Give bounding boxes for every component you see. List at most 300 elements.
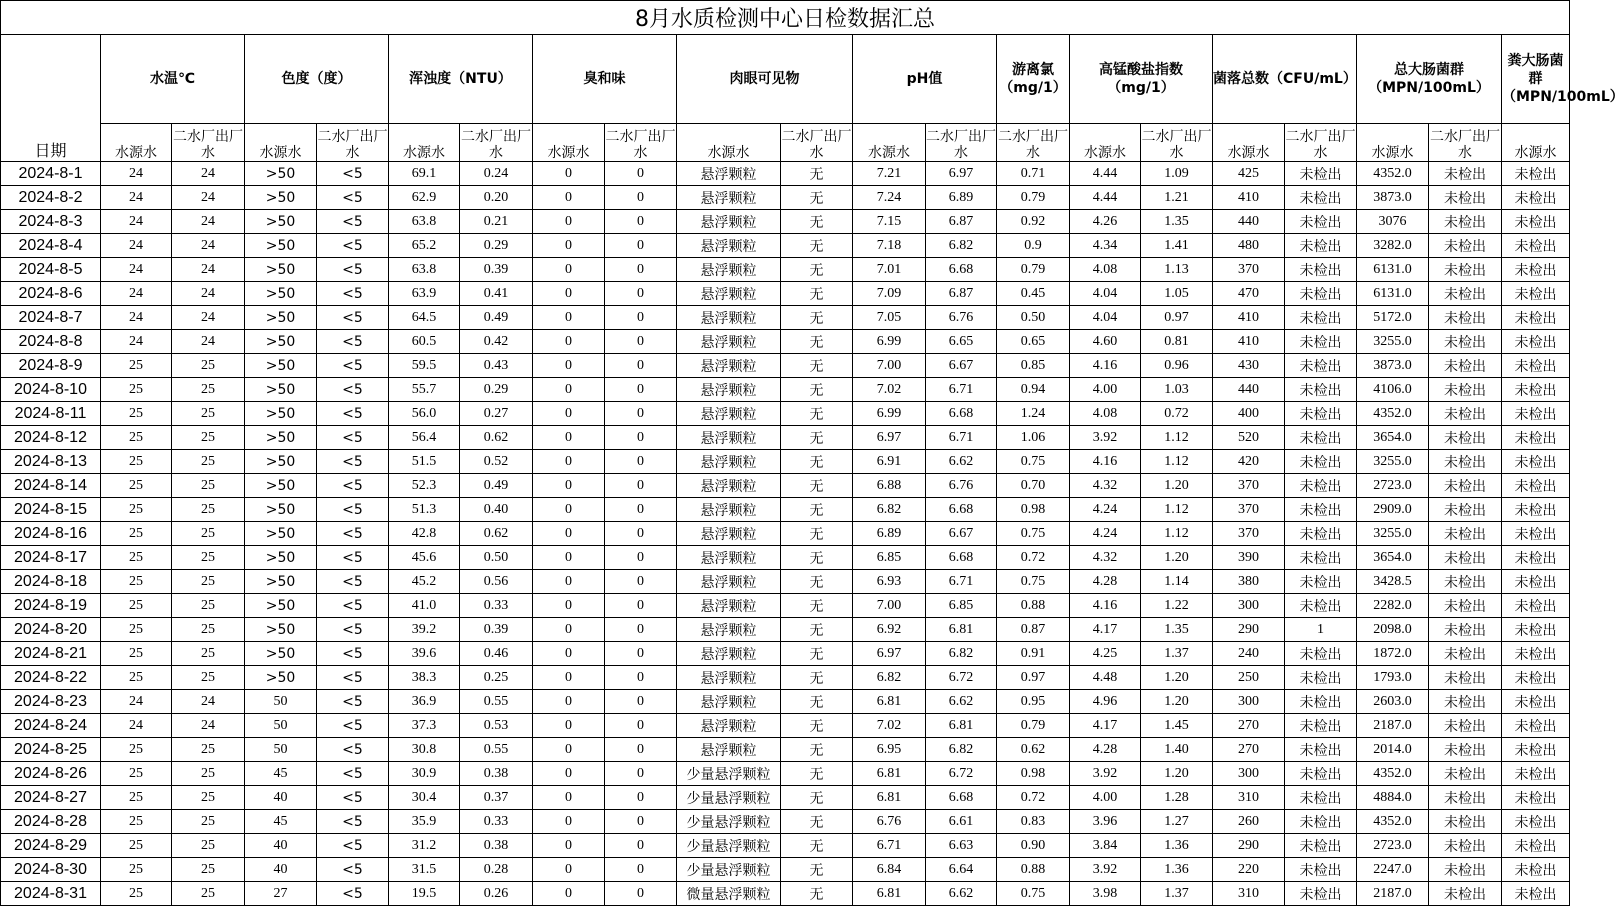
table-cell: 6.99	[853, 330, 926, 354]
table-cell: 0.41	[460, 282, 533, 306]
table-cell: 31.2	[389, 834, 460, 858]
date-cell: 2024-8-19	[1, 594, 101, 618]
table-cell: <5	[317, 858, 389, 882]
table-cell: 25	[101, 858, 172, 882]
table-cell: 1.20	[1141, 762, 1213, 786]
table-row	[1, 570, 1570, 594]
table-cell: 370	[1213, 258, 1285, 282]
table-cell: 3282.0	[1357, 234, 1429, 258]
table-cell: 6.72	[926, 666, 997, 690]
table-cell: 未检出	[1285, 834, 1357, 858]
table-cell: 无	[781, 738, 853, 762]
table-cell: 25	[172, 402, 245, 426]
table-cell: <5	[317, 186, 389, 210]
table-cell: 55.7	[389, 378, 460, 402]
table-cell: 未检出	[1502, 186, 1570, 210]
table-cell: 0	[605, 258, 677, 282]
table-cell: 无	[781, 570, 853, 594]
table-cell: >50	[245, 474, 317, 498]
colony-count-header: 菌落总数（CFU/mL）	[1213, 35, 1357, 124]
table-cell: 0.50	[997, 306, 1070, 330]
table-cell: >50	[245, 450, 317, 474]
table-cell: 3255.0	[1357, 522, 1429, 546]
page-title: 8月水质检测中心日检数据汇总	[1, 1, 1570, 35]
table-cell: 未检出	[1285, 330, 1357, 354]
table-cell: 0	[605, 642, 677, 666]
date-cell: 2024-8-18	[1, 570, 101, 594]
table-cell: 4.04	[1070, 306, 1141, 330]
table-cell: 未检出	[1502, 426, 1570, 450]
table-cell: 无	[781, 474, 853, 498]
table-cell: 0.83	[997, 810, 1070, 834]
table-cell: 390	[1213, 546, 1285, 570]
table-cell: 0	[533, 210, 605, 234]
table-cell: 未检出	[1429, 546, 1502, 570]
table-row	[1, 426, 1570, 450]
table-cell: 3.92	[1070, 762, 1141, 786]
table-cell: 0	[533, 282, 605, 306]
table-cell: 0	[605, 786, 677, 810]
table-cell: 24	[172, 186, 245, 210]
table-cell: 0.20	[460, 186, 533, 210]
table-cell: 24	[172, 714, 245, 738]
table-cell: 未检出	[1502, 570, 1570, 594]
table-row	[1, 834, 1570, 858]
table-cell: 30.4	[389, 786, 460, 810]
table-cell: <5	[317, 690, 389, 714]
table-cell: 0.95	[997, 690, 1070, 714]
table-cell: 4.32	[1070, 546, 1141, 570]
table-cell: 未检出	[1429, 162, 1502, 186]
table-cell: 无	[781, 594, 853, 618]
table-cell: 2909.0	[1357, 498, 1429, 522]
table-row	[1, 186, 1570, 210]
table-cell: 250	[1213, 666, 1285, 690]
table-cell: 0	[605, 594, 677, 618]
table-cell: 无	[781, 690, 853, 714]
table-cell: 未检出	[1502, 738, 1570, 762]
table-cell: 0.97	[997, 666, 1070, 690]
table-cell: 3.98	[1070, 882, 1141, 906]
table-cell: <5	[317, 258, 389, 282]
table-cell: 24	[172, 258, 245, 282]
table-cell: 6.61	[926, 810, 997, 834]
table-cell: 39.2	[389, 618, 460, 642]
table-cell: 6.81	[926, 618, 997, 642]
table-cell: 无	[781, 354, 853, 378]
table-cell: 未检出	[1429, 426, 1502, 450]
date-cell: 2024-8-27	[1, 786, 101, 810]
table-cell: 6.71	[926, 570, 997, 594]
table-cell: 未检出	[1429, 786, 1502, 810]
table-cell: 未检出	[1429, 258, 1502, 282]
table-cell: 6.62	[926, 450, 997, 474]
ph-header: pH值	[853, 35, 997, 124]
table-cell: 未检出	[1285, 642, 1357, 666]
table-cell: <5	[317, 618, 389, 642]
table-cell: <5	[317, 738, 389, 762]
table-cell: 25	[172, 522, 245, 546]
table-cell: 1793.0	[1357, 666, 1429, 690]
table-cell: 410	[1213, 306, 1285, 330]
table-cell: >50	[245, 594, 317, 618]
table-cell: 0	[533, 474, 605, 498]
table-cell: 少量悬浮颗粒	[677, 762, 781, 786]
table-cell: 无	[781, 858, 853, 882]
table-row	[1, 282, 1570, 306]
sub-header-source-water: 水源水	[1357, 124, 1429, 162]
table-cell: 0.79	[997, 258, 1070, 282]
table-cell: 62.9	[389, 186, 460, 210]
table-cell: 3.84	[1070, 834, 1141, 858]
table-cell: >50	[245, 306, 317, 330]
table-cell: 6.93	[853, 570, 926, 594]
table-cell: 24	[101, 162, 172, 186]
table-cell: 45.2	[389, 570, 460, 594]
table-cell: <5	[317, 402, 389, 426]
table-cell: 0.49	[460, 306, 533, 330]
date-cell: 2024-8-12	[1, 426, 101, 450]
table-cell: >50	[245, 618, 317, 642]
table-cell: 24	[172, 330, 245, 354]
table-cell: 38.3	[389, 666, 460, 690]
table-cell: 51.3	[389, 498, 460, 522]
table-cell: 370	[1213, 522, 1285, 546]
table-cell: 3255.0	[1357, 330, 1429, 354]
table-row	[1, 594, 1570, 618]
table-cell: 45	[245, 762, 317, 786]
table-cell: <5	[317, 378, 389, 402]
table-cell: 2014.0	[1357, 738, 1429, 762]
sub-header-source-water: 水源水	[1502, 124, 1570, 162]
table-cell: 未检出	[1502, 234, 1570, 258]
table-cell: 未检出	[1285, 882, 1357, 906]
table-cell: 1.22	[1141, 594, 1213, 618]
table-cell: 未检出	[1502, 402, 1570, 426]
table-row	[1, 210, 1570, 234]
table-cell: 4.00	[1070, 378, 1141, 402]
table-row	[1, 810, 1570, 834]
table-cell: <5	[317, 834, 389, 858]
table-cell: 6.95	[853, 738, 926, 762]
table-cell: 4352.0	[1357, 762, 1429, 786]
table-cell: 4.17	[1070, 618, 1141, 642]
table-cell: 3255.0	[1357, 450, 1429, 474]
table-cell: 25	[172, 426, 245, 450]
table-cell: 未检出	[1502, 642, 1570, 666]
table-cell: 0.87	[997, 618, 1070, 642]
table-cell: <5	[317, 450, 389, 474]
table-cell: 0	[605, 402, 677, 426]
table-cell: <5	[317, 546, 389, 570]
table-cell: 未检出	[1285, 210, 1357, 234]
table-cell: 380	[1213, 570, 1285, 594]
table-cell: 0	[605, 762, 677, 786]
table-cell: 0	[533, 522, 605, 546]
table-cell: 未检出	[1429, 858, 1502, 882]
table-cell: 220	[1213, 858, 1285, 882]
table-cell: 4.16	[1070, 594, 1141, 618]
table-row	[1, 498, 1570, 522]
table-cell: 0	[533, 738, 605, 762]
total-coliform-header: 总大肠菌群（MPN/100mL）	[1357, 35, 1502, 124]
table-cell: 42.8	[389, 522, 460, 546]
date-cell: 2024-8-23	[1, 690, 101, 714]
table-cell: 悬浮颗粒	[677, 498, 781, 522]
table-cell: 无	[781, 426, 853, 450]
table-cell: 6.99	[853, 402, 926, 426]
table-cell: 6.82	[926, 234, 997, 258]
table-cell: 6.91	[853, 450, 926, 474]
table-cell: 24	[101, 258, 172, 282]
table-cell: 2723.0	[1357, 834, 1429, 858]
table-cell: >50	[245, 234, 317, 258]
table-cell: 0	[605, 810, 677, 834]
table-cell: 0	[533, 306, 605, 330]
table-cell: 未检出	[1285, 594, 1357, 618]
table-cell: 0	[533, 354, 605, 378]
table-cell: <5	[317, 762, 389, 786]
table-cell: 无	[781, 282, 853, 306]
table-cell: 未检出	[1429, 762, 1502, 786]
table-cell: 440	[1213, 210, 1285, 234]
table-cell: 56.0	[389, 402, 460, 426]
table-cell: 59.5	[389, 354, 460, 378]
table-cell: 410	[1213, 186, 1285, 210]
table-cell: 未检出	[1285, 378, 1357, 402]
table-cell: 悬浮颗粒	[677, 258, 781, 282]
table-cell: 1.12	[1141, 498, 1213, 522]
table-cell: 0	[605, 618, 677, 642]
table-cell: 2723.0	[1357, 474, 1429, 498]
table-cell: 悬浮颗粒	[677, 522, 781, 546]
table-cell: 未检出	[1285, 450, 1357, 474]
table-cell: 3.96	[1070, 810, 1141, 834]
table-cell: 0.38	[460, 762, 533, 786]
table-cell: 52.3	[389, 474, 460, 498]
table-cell: 25	[101, 522, 172, 546]
table-cell: 6.97	[853, 642, 926, 666]
table-cell: 430	[1213, 354, 1285, 378]
table-cell: 25	[101, 498, 172, 522]
table-cell: 1.21	[1141, 186, 1213, 210]
table-cell: 25	[172, 570, 245, 594]
table-cell: 4106.0	[1357, 378, 1429, 402]
table-cell: 25	[172, 474, 245, 498]
table-cell: 0	[605, 738, 677, 762]
table-cell: 4352.0	[1357, 810, 1429, 834]
table-cell: 未检出	[1285, 186, 1357, 210]
table-cell: 0	[605, 714, 677, 738]
table-cell: 少量悬浮颗粒	[677, 786, 781, 810]
table-cell: 悬浮颗粒	[677, 162, 781, 186]
table-cell: 6.81	[853, 882, 926, 906]
table-cell: 1.06	[997, 426, 1070, 450]
table-cell: 4.44	[1070, 162, 1141, 186]
table-cell: 无	[781, 522, 853, 546]
table-cell: 4.08	[1070, 258, 1141, 282]
table-cell: 未检出	[1502, 666, 1570, 690]
table-cell: 无	[781, 306, 853, 330]
sub-header-source-water: 水源水	[1070, 124, 1141, 162]
table-cell: 未检出	[1429, 810, 1502, 834]
table-row	[1, 546, 1570, 570]
table-cell: 悬浮颗粒	[677, 450, 781, 474]
table-cell: >50	[245, 330, 317, 354]
table-cell: >50	[245, 402, 317, 426]
table-cell: 0	[605, 234, 677, 258]
table-cell: >50	[245, 186, 317, 210]
table-cell: 0	[605, 882, 677, 906]
sub-header-plant-water: 二水厂出厂水	[1285, 124, 1357, 162]
table-cell: 未检出	[1502, 162, 1570, 186]
sub-header-source-water: 水源水	[101, 124, 172, 162]
table-cell: 0	[533, 570, 605, 594]
table-cell: 未检出	[1285, 354, 1357, 378]
table-cell: 0	[605, 426, 677, 450]
table-cell: 0	[605, 570, 677, 594]
table-cell: 240	[1213, 642, 1285, 666]
table-cell: 0.79	[997, 714, 1070, 738]
table-cell: 50	[245, 738, 317, 762]
table-cell: 4.60	[1070, 330, 1141, 354]
table-cell: <5	[317, 522, 389, 546]
table-cell: 24	[172, 234, 245, 258]
table-cell: 25	[172, 450, 245, 474]
table-cell: 25	[101, 546, 172, 570]
table-cell: 0	[533, 666, 605, 690]
sub-header-plant-water: 二水厂出厂水	[997, 124, 1070, 162]
table-cell: 4.26	[1070, 210, 1141, 234]
table-row	[1, 738, 1570, 762]
table-cell: 0.92	[997, 210, 1070, 234]
table-cell: 69.1	[389, 162, 460, 186]
table-cell: 0	[605, 498, 677, 522]
table-cell: 无	[781, 618, 853, 642]
table-cell: 悬浮颗粒	[677, 474, 781, 498]
table-cell: 6.68	[926, 498, 997, 522]
table-cell: 25	[101, 594, 172, 618]
table-cell: 悬浮颗粒	[677, 234, 781, 258]
table-row	[1, 786, 1570, 810]
table-cell: 6.62	[926, 690, 997, 714]
table-cell: 4.34	[1070, 234, 1141, 258]
table-cell: 24	[172, 162, 245, 186]
table-cell: 6.82	[926, 738, 997, 762]
table-row	[1, 642, 1570, 666]
table-cell: 4.16	[1070, 354, 1141, 378]
table-cell: 25	[101, 738, 172, 762]
table-cell: 0.39	[460, 618, 533, 642]
table-cell: 悬浮颗粒	[677, 354, 781, 378]
table-cell: 0.38	[460, 834, 533, 858]
table-cell: 7.05	[853, 306, 926, 330]
table-cell: 3873.0	[1357, 354, 1429, 378]
sub-header-source-water: 水源水	[389, 124, 460, 162]
date-cell: 2024-8-29	[1, 834, 101, 858]
table-cell: 6.88	[853, 474, 926, 498]
table-cell: 4.28	[1070, 570, 1141, 594]
table-row	[1, 450, 1570, 474]
sub-header-plant-water: 二水厂出厂水	[926, 124, 997, 162]
table-cell: 300	[1213, 690, 1285, 714]
table-cell: 0.96	[1141, 354, 1213, 378]
sub-header-plant-water: 二水厂出厂水	[317, 124, 389, 162]
table-cell: 6.81	[926, 714, 997, 738]
table-cell: 4.32	[1070, 474, 1141, 498]
table-cell: 未检出	[1285, 786, 1357, 810]
table-cell: 25	[101, 474, 172, 498]
date-cell: 2024-8-26	[1, 762, 101, 786]
table-cell: 未检出	[1502, 378, 1570, 402]
table-cell: 6.67	[926, 354, 997, 378]
table-cell: 4.04	[1070, 282, 1141, 306]
table-cell: 40	[245, 834, 317, 858]
table-cell: 4.00	[1070, 786, 1141, 810]
table-cell: 悬浮颗粒	[677, 378, 781, 402]
table-cell: 0.88	[997, 594, 1070, 618]
temp-header: 水温℃	[101, 35, 245, 124]
date-cell: 2024-8-11	[1, 402, 101, 426]
table-cell: 0.70	[997, 474, 1070, 498]
table-cell: 7.00	[853, 354, 926, 378]
table-cell: 0.29	[460, 378, 533, 402]
table-cell: 1.37	[1141, 882, 1213, 906]
table-cell: 1.41	[1141, 234, 1213, 258]
fecal-coliform-header: 粪大肠菌群（MPN/100mL）	[1502, 35, 1570, 124]
table-cell: 6.89	[853, 522, 926, 546]
table-cell: 0	[533, 426, 605, 450]
table-cell: 6.81	[853, 786, 926, 810]
table-cell: 1.20	[1141, 666, 1213, 690]
table-cell: 悬浮颗粒	[677, 210, 781, 234]
table-cell: 24	[101, 234, 172, 258]
table-cell: 1.05	[1141, 282, 1213, 306]
table-cell: 未检出	[1285, 546, 1357, 570]
table-cell: 未检出	[1502, 210, 1570, 234]
table-cell: 2187.0	[1357, 882, 1429, 906]
table-cell: 25	[172, 666, 245, 690]
table-cell: 0	[605, 546, 677, 570]
table-cell: 25	[101, 402, 172, 426]
table-cell: 未检出	[1285, 258, 1357, 282]
table-cell: 悬浮颗粒	[677, 402, 781, 426]
table-cell: 24	[101, 186, 172, 210]
table-cell: 4.24	[1070, 498, 1141, 522]
table-cell: 未检出	[1285, 306, 1357, 330]
sub-header-source-water: 水源水	[677, 124, 781, 162]
table-cell: 悬浮颗粒	[677, 186, 781, 210]
table-cell: 7.15	[853, 210, 926, 234]
table-cell: >50	[245, 570, 317, 594]
table-cell: 6.87	[926, 210, 997, 234]
table-row	[1, 402, 1570, 426]
table-cell: 0.29	[460, 234, 533, 258]
table-cell: 未检出	[1502, 786, 1570, 810]
table-cell: 300	[1213, 594, 1285, 618]
table-row	[1, 474, 1570, 498]
table-cell: 0	[605, 474, 677, 498]
table-cell: 260	[1213, 810, 1285, 834]
table-cell: 0.45	[997, 282, 1070, 306]
table-cell: 0	[605, 666, 677, 690]
table-cell: 0	[533, 762, 605, 786]
table-cell: 4.17	[1070, 714, 1141, 738]
date-cell: 2024-8-3	[1, 210, 101, 234]
table-cell: 6.82	[853, 498, 926, 522]
table-cell: 1.27	[1141, 810, 1213, 834]
table-cell: <5	[317, 210, 389, 234]
